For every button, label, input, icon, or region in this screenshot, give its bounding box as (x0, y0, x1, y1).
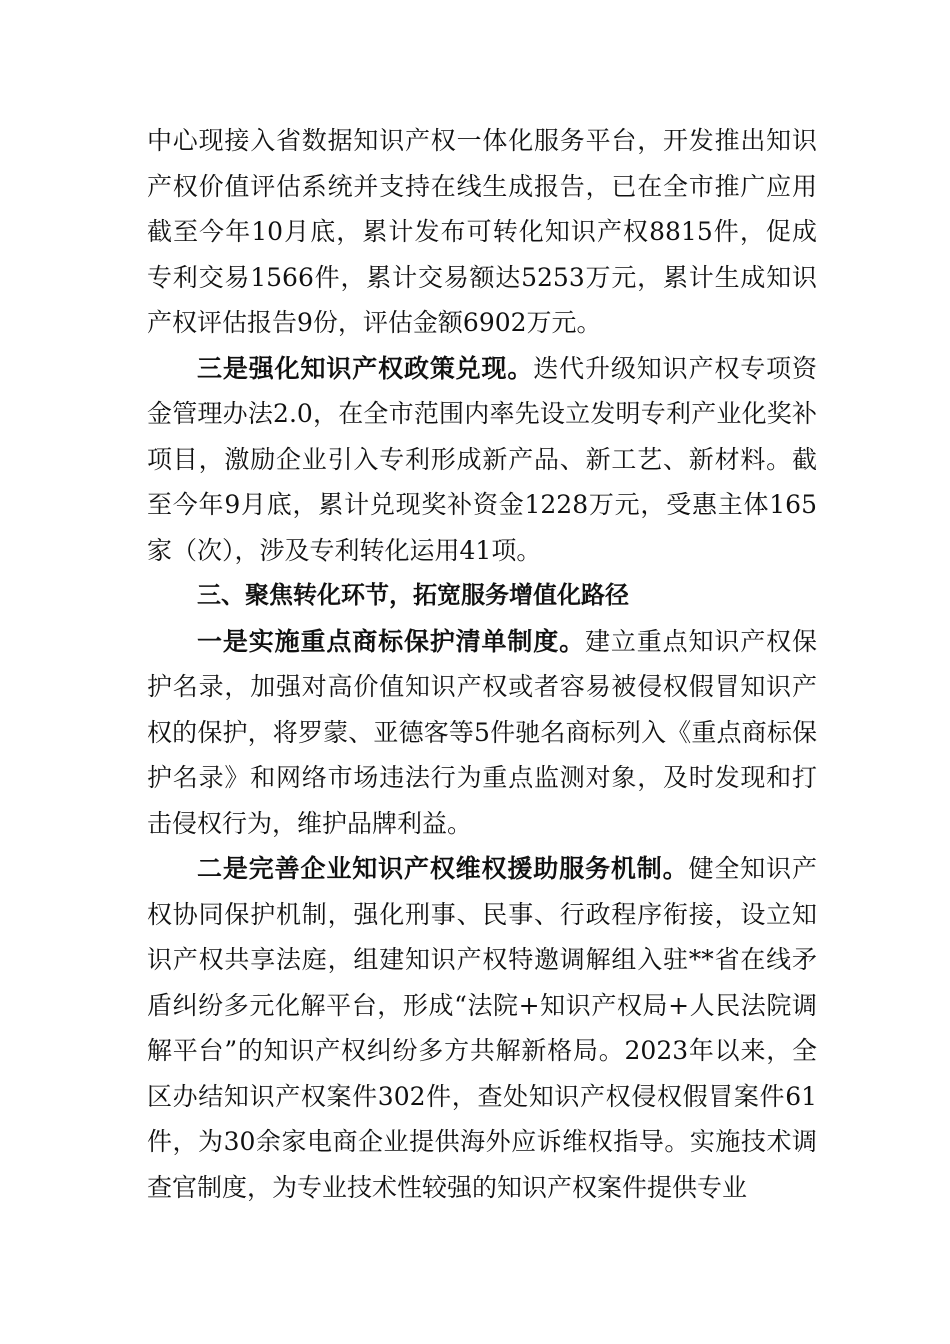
paragraph-rights-protection (147, 846, 817, 1210)
paragraph-rights-protection-lead: 二是完善企业知识产权维权援助服务机制。 (197, 854, 689, 883)
paragraph-trademark (147, 619, 817, 847)
section-heading: 三、聚焦转化环节，拓宽服务增值化路径 (197, 581, 629, 609)
paragraph-policy-lead: 三是强化知识产权政策兑现。 (197, 353, 534, 383)
paragraph-trademark-lead: 一是实施重点商标保护清单制度。 (197, 626, 586, 656)
paragraph-continuation: 中心现接入省数据知识产权一体化服务平台，开发推出知识产权价值评估系统并支持在线生成报告，已在全市推广应用截至今年10月底，累计发布可转化知识产权8815件，促成专利交易1566件，累计交易额达5253万元，累计生成知识产权评估报告9份，评估金额6902万元。 (147, 126, 817, 337)
document-body (147, 118, 817, 1210)
paragraph-policy-body: 迭代升级知识产权专项资金管理办法2.0，在全市范围内率先设立发明专利产业化奖补项目，激励企业引入专利形成新产品、新工艺、新材料。截至今年9月底，累计兑现奖补资金1228万元，受惠主体165家（次），涉及专利转化运用41项。 (147, 353, 817, 565)
paragraph-rights-protection-body: 健全知识产权协同保护机制，强化刑事、民事、行政程序衔接，设立知识产权共享法庭，组建知识产权特邀调解组入驻**省在线矛盾纠纷多元化解平台，形成“法院+知识产权局+人民法院调解平台”的知识产权纠纷多方共解新格局。2023年以来，全区办结知识产权案件302件，查处知识产权侵权假冒案件61件，为30余家电商企业提供海外应诉维权指导。实施技术调查官制度，为专业技术性较强的知识产权案件提供专业 (147, 854, 817, 1202)
paragraph-policy (147, 346, 817, 574)
paragraph-trademark-body: 建立重点知识产权保护名录，加强对高价值知识产权或者容易被侵权假冒知识产权的保护，将罗蒙、亚德客等5件驰名商标列入《重点商标保护名录》和网络市场违法行为重点监测对象，及时发现和打击侵权行为，维护品牌利益。 (147, 626, 817, 838)
